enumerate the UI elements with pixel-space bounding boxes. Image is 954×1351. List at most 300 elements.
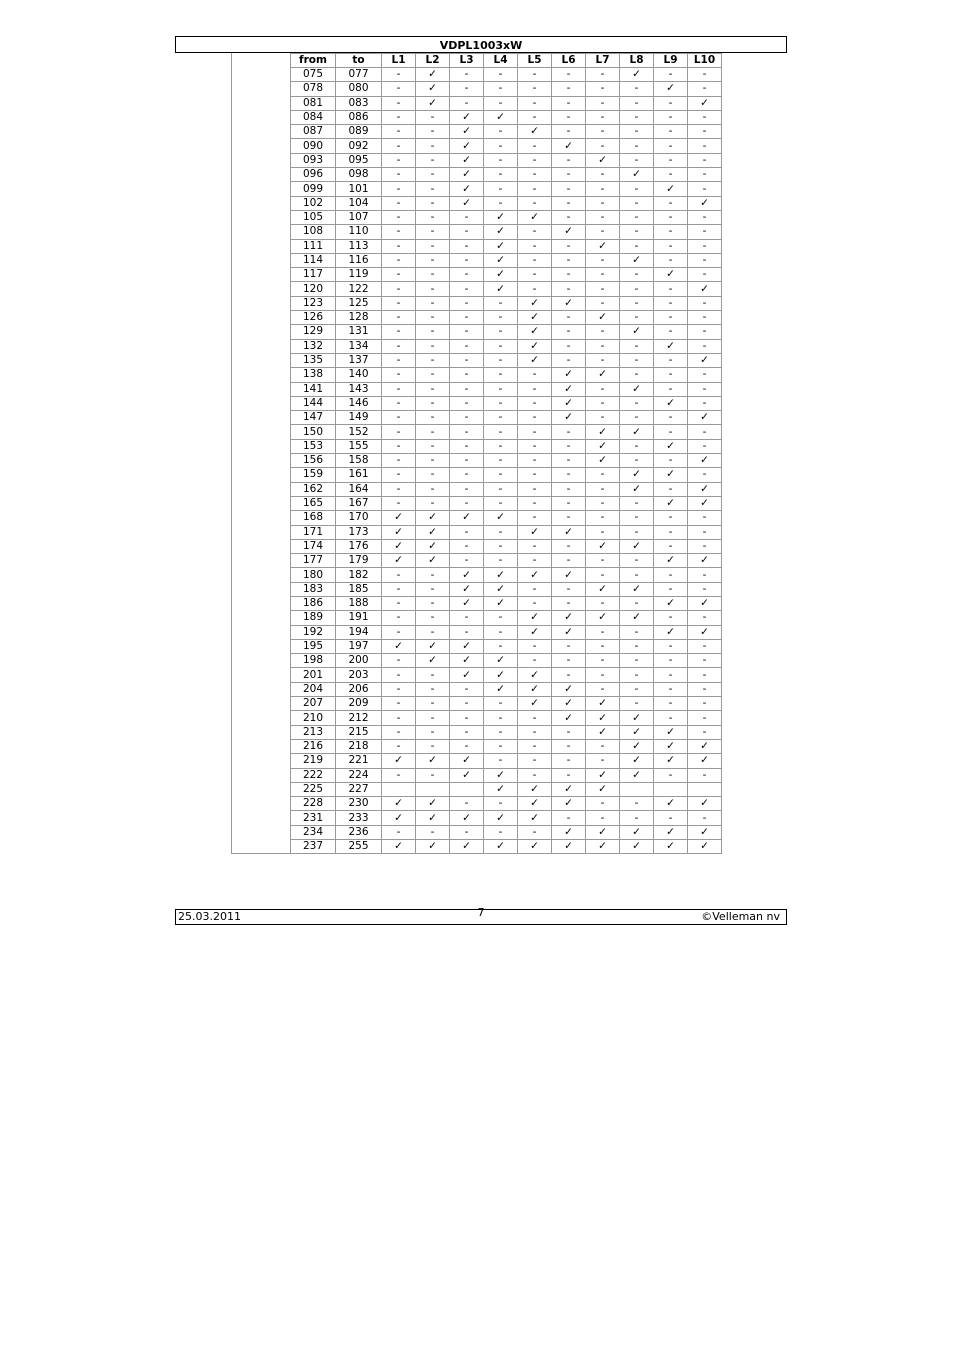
table-cell-l8: - (620, 525, 654, 539)
table-cell-l3: ✓ (450, 196, 484, 210)
table-cell-l5: ✓ (518, 525, 552, 539)
table-cell-l10 (688, 782, 722, 796)
table-cell-l10: ✓ (688, 739, 722, 753)
table-cell-from: 123 (291, 296, 336, 310)
table-cell-l6: - (552, 511, 586, 525)
table-row (291, 168, 722, 182)
table-cell-l6: - (552, 82, 586, 96)
table-cell-l8: ✓ (620, 382, 654, 396)
table-cell-l5: ✓ (518, 782, 552, 796)
table-cell-to: 194 (336, 625, 382, 639)
table-cell-l9: - (654, 454, 688, 468)
table-cell-l6: - (552, 439, 586, 453)
table-cell-l2: - (416, 239, 450, 253)
table-cell-l1: - (382, 697, 416, 711)
table-cell-to: 203 (336, 668, 382, 682)
table-cell-l2 (416, 782, 450, 796)
table-cell-l2: - (416, 139, 450, 153)
table-cell-l3: - (450, 210, 484, 224)
table-cell-l6: - (552, 739, 586, 753)
table-cell-l6: - (552, 482, 586, 496)
table-cell-l8: ✓ (620, 611, 654, 625)
table-cell-l4: - (484, 411, 518, 425)
table-cell-l9: ✓ (654, 268, 688, 282)
table-cell-l6: - (552, 311, 586, 325)
table-cell-l4: ✓ (484, 782, 518, 796)
table-cell-l2: - (416, 482, 450, 496)
table-cell-from: 189 (291, 611, 336, 625)
table-cell-l8: - (620, 153, 654, 167)
table-cell-l6: - (552, 168, 586, 182)
table-row (291, 82, 722, 96)
table-cell-l8: - (620, 225, 654, 239)
table-cell-l7: - (586, 325, 620, 339)
table-cell-l1: - (382, 182, 416, 196)
table-cell-l5: - (518, 239, 552, 253)
table-row (291, 782, 722, 796)
table-cell-l2: - (416, 168, 450, 182)
table-cell-l6: - (552, 268, 586, 282)
table-cell-l2: ✓ (416, 811, 450, 825)
column-header-l2: L2 (416, 54, 450, 68)
table-cell-l7: ✓ (586, 611, 620, 625)
table-cell-from: 111 (291, 239, 336, 253)
table-cell-l1: - (382, 725, 416, 739)
table-cell-l7: ✓ (586, 697, 620, 711)
table-cell-l1: - (382, 68, 416, 82)
table-cell-l10: - (688, 682, 722, 696)
table-cell-l7: - (586, 396, 620, 410)
table-cell-l10: - (688, 296, 722, 310)
table-cell-l9: - (654, 325, 688, 339)
table-cell-from: 195 (291, 639, 336, 653)
table-cell-to: 215 (336, 725, 382, 739)
table-cell-l10: - (688, 339, 722, 353)
table-cell-l3: - (450, 554, 484, 568)
table-row (291, 697, 722, 711)
table-cell-l7: - (586, 353, 620, 367)
table-cell-l1: - (382, 396, 416, 410)
table-cell-l5: - (518, 439, 552, 453)
table-cell-l7: - (586, 68, 620, 82)
table-cell-l1: - (382, 625, 416, 639)
table-cell-from: 180 (291, 568, 336, 582)
table-cell-l3: ✓ (450, 139, 484, 153)
table-cell-l2: - (416, 568, 450, 582)
table-cell-l1: - (382, 139, 416, 153)
table-cell-l3: - (450, 739, 484, 753)
table-cell-l10: - (688, 439, 722, 453)
table-cell-to: 200 (336, 654, 382, 668)
table-cell-l7: - (586, 668, 620, 682)
table-cell-l7: ✓ (586, 153, 620, 167)
table-cell-l4: ✓ (484, 239, 518, 253)
table-cell-l7: - (586, 339, 620, 353)
table-cell-l5: - (518, 168, 552, 182)
table-cell-l5: ✓ (518, 125, 552, 139)
document-footer (175, 906, 787, 925)
table-cell-from: 084 (291, 110, 336, 124)
table-header-row (291, 54, 722, 68)
table-row (291, 568, 722, 582)
table-cell-l8: - (620, 296, 654, 310)
table-cell-from: 108 (291, 225, 336, 239)
table-cell-l4: - (484, 182, 518, 196)
table-cell-l8: - (620, 411, 654, 425)
table-cell-l8: - (620, 568, 654, 582)
table-cell-l8: - (620, 182, 654, 196)
table-cell-l5: - (518, 282, 552, 296)
table-cell-l3: - (450, 68, 484, 82)
table-cell-l4: - (484, 353, 518, 367)
table-cell-l9: - (654, 139, 688, 153)
table-cell-l9: - (654, 239, 688, 253)
table-cell-l9: ✓ (654, 754, 688, 768)
table-cell-to: 161 (336, 468, 382, 482)
table-cell-l4: - (484, 496, 518, 510)
table-cell-from: 075 (291, 68, 336, 82)
table-cell-l10: - (688, 668, 722, 682)
table-cell-l1: ✓ (382, 554, 416, 568)
table-cell-l5: - (518, 654, 552, 668)
table-cell-l2: ✓ (416, 654, 450, 668)
table-cell-l5: ✓ (518, 311, 552, 325)
table-cell-l8: - (620, 282, 654, 296)
table-cell-l3: - (450, 825, 484, 839)
table-cell-to: 206 (336, 682, 382, 696)
table-cell-l2: ✓ (416, 797, 450, 811)
table-cell-l1: - (382, 654, 416, 668)
table-cell-l5: ✓ (518, 697, 552, 711)
table-cell-from: 147 (291, 411, 336, 425)
table-cell-l4: - (484, 125, 518, 139)
table-cell-from: 141 (291, 382, 336, 396)
table-cell-to: 092 (336, 139, 382, 153)
table-cell-to: 086 (336, 110, 382, 124)
table-cell-l5: - (518, 68, 552, 82)
table-cell-l6: - (552, 125, 586, 139)
table-row (291, 639, 722, 653)
table-cell-l2: - (416, 296, 450, 310)
table-cell-l5: - (518, 482, 552, 496)
table-cell-from: 132 (291, 339, 336, 353)
table-row (291, 611, 722, 625)
table-cell-l5: - (518, 153, 552, 167)
table-cell-l10: - (688, 382, 722, 396)
table-cell-l10: - (688, 582, 722, 596)
table-cell-l3: ✓ (450, 511, 484, 525)
table-cell-l2: - (416, 668, 450, 682)
table-cell-l5: - (518, 554, 552, 568)
table-cell-from: 096 (291, 168, 336, 182)
table-cell-l6: ✓ (552, 382, 586, 396)
table-cell-to: 152 (336, 425, 382, 439)
table-cell-l2: - (416, 311, 450, 325)
table-cell-l6: - (552, 339, 586, 353)
column-header-to: to (336, 54, 382, 68)
table-cell-l7: ✓ (586, 825, 620, 839)
table-cell-l2: - (416, 496, 450, 510)
table-cell-l4: ✓ (484, 511, 518, 525)
table-cell-l8: - (620, 554, 654, 568)
table-cell-l6: ✓ (552, 711, 586, 725)
table-cell-l9: - (654, 568, 688, 582)
table-row (291, 468, 722, 482)
table-cell-l2: - (416, 425, 450, 439)
table-cell-from: 213 (291, 725, 336, 739)
table-cell-l7: ✓ (586, 539, 620, 553)
table-cell-to: 095 (336, 153, 382, 167)
table-cell-l8: - (620, 125, 654, 139)
table-cell-from: 120 (291, 282, 336, 296)
table-cell-l3: - (450, 325, 484, 339)
table-cell-l9: ✓ (654, 739, 688, 753)
table-cell-l5: - (518, 96, 552, 110)
table-cell-l2: - (416, 682, 450, 696)
table-cell-to: 212 (336, 711, 382, 725)
table-cell-l3: - (450, 339, 484, 353)
table-cell-from: 174 (291, 539, 336, 553)
table-cell-l3: ✓ (450, 568, 484, 582)
table-cell-to: 197 (336, 639, 382, 653)
table-cell-l6: - (552, 539, 586, 553)
table-cell-from: 099 (291, 182, 336, 196)
table-cell-l9: - (654, 539, 688, 553)
table-cell-l3: - (450, 697, 484, 711)
table-cell-l7: - (586, 96, 620, 110)
table-cell-l2: ✓ (416, 68, 450, 82)
table-cell-l8: ✓ (620, 425, 654, 439)
table-cell-l5: ✓ (518, 811, 552, 825)
table-cell-l7: - (586, 654, 620, 668)
table-cell-l8: - (620, 496, 654, 510)
table-cell-l8: - (620, 596, 654, 610)
table-cell-to: 101 (336, 182, 382, 196)
table-cell-l9: ✓ (654, 396, 688, 410)
table-cell-from: 219 (291, 754, 336, 768)
table-cell-l8: - (620, 353, 654, 367)
table-cell-to: 137 (336, 353, 382, 367)
table-cell-l4: - (484, 96, 518, 110)
table-cell-l10: - (688, 311, 722, 325)
table-cell-l2: - (416, 210, 450, 224)
table-cell-l8: ✓ (620, 840, 654, 854)
table-cell-l2: - (416, 468, 450, 482)
table-cell-to: 131 (336, 325, 382, 339)
table-cell-l10: ✓ (688, 496, 722, 510)
table-cell-l9: ✓ (654, 725, 688, 739)
table-cell-l8 (620, 782, 654, 796)
table-cell-from: 204 (291, 682, 336, 696)
table-cell-l2: - (416, 396, 450, 410)
table-row (291, 68, 722, 82)
table-cell-l5: ✓ (518, 296, 552, 310)
table-cell-l8: - (620, 82, 654, 96)
table-cell-to: 113 (336, 239, 382, 253)
table-cell-l1: - (382, 239, 416, 253)
table-cell-l3: - (450, 496, 484, 510)
table-cell-l10: - (688, 725, 722, 739)
table-cell-l1: - (382, 596, 416, 610)
table-cell-l10: - (688, 654, 722, 668)
table-cell-to: 188 (336, 596, 382, 610)
column-header-l4: L4 (484, 54, 518, 68)
table-row (291, 754, 722, 768)
table-cell-l7: - (586, 554, 620, 568)
table-cell-l1: - (382, 482, 416, 496)
table-cell-l5: ✓ (518, 625, 552, 639)
table-cell-l1: - (382, 739, 416, 753)
table-cell-l4: - (484, 711, 518, 725)
table-cell-to: 140 (336, 368, 382, 382)
table-cell-l10: - (688, 253, 722, 267)
table-cell-l3: - (450, 625, 484, 639)
table-cell-l5: - (518, 253, 552, 267)
table-cell-l5: - (518, 268, 552, 282)
table-cell-l6: - (552, 425, 586, 439)
table-cell-to: 173 (336, 525, 382, 539)
table-cell-l8: ✓ (620, 325, 654, 339)
table-cell-l10: - (688, 239, 722, 253)
table-cell-l6: - (552, 754, 586, 768)
table-cell-l3: - (450, 368, 484, 382)
table-cell-to: 107 (336, 210, 382, 224)
table-cell-to: 128 (336, 311, 382, 325)
table-cell-l1: - (382, 682, 416, 696)
table-cell-l7: - (586, 411, 620, 425)
table-cell-from: 105 (291, 210, 336, 224)
table-row (291, 339, 722, 353)
table-cell-l6: - (552, 68, 586, 82)
table-cell-l6: - (552, 210, 586, 224)
table-row (291, 282, 722, 296)
table-cell-l3: - (450, 268, 484, 282)
table-cell-l3: - (450, 96, 484, 110)
table-cell-l7: - (586, 110, 620, 124)
table-cell-l2: - (416, 268, 450, 282)
table-cell-to: 182 (336, 568, 382, 582)
table-cell-l3: - (450, 711, 484, 725)
table-cell-l6: - (552, 496, 586, 510)
table-row (291, 496, 722, 510)
table-cell-l6: - (552, 325, 586, 339)
table-cell-l4: - (484, 482, 518, 496)
table-cell-to: 233 (336, 811, 382, 825)
table-left-margin-column (231, 53, 291, 854)
table-cell-l9: ✓ (654, 439, 688, 453)
table-cell-l8: - (620, 311, 654, 325)
table-cell-l5: - (518, 454, 552, 468)
table-cell-l3: - (450, 396, 484, 410)
table-cell-l1: - (382, 711, 416, 725)
table-cell-to: 221 (336, 754, 382, 768)
table-cell-l2: - (416, 625, 450, 639)
table-cell-l3: ✓ (450, 582, 484, 596)
table-cell-l9: - (654, 382, 688, 396)
table-cell-l2: - (416, 725, 450, 739)
table-cell-l7: - (586, 196, 620, 210)
table-cell-l9: - (654, 611, 688, 625)
table-cell-to: 080 (336, 82, 382, 96)
table-cell-l3 (450, 782, 484, 796)
table-cell-from: 087 (291, 125, 336, 139)
table-cell-l2: ✓ (416, 754, 450, 768)
table-cell-l3: - (450, 82, 484, 96)
table-cell-l3: - (450, 539, 484, 553)
table-cell-l2: - (416, 353, 450, 367)
table-cell-l10: - (688, 711, 722, 725)
table-cell-l6: ✓ (552, 797, 586, 811)
table-cell-l3: ✓ (450, 153, 484, 167)
table-cell-l5: ✓ (518, 568, 552, 582)
table-cell-from: 117 (291, 268, 336, 282)
table-cell-l3: - (450, 382, 484, 396)
table-row (291, 210, 722, 224)
table-cell-from: 186 (291, 596, 336, 610)
table-cell-l6: ✓ (552, 682, 586, 696)
table-cell-l9: - (654, 811, 688, 825)
table-cell-l8: - (620, 139, 654, 153)
table-cell-l7: - (586, 282, 620, 296)
table-cell-from: 144 (291, 396, 336, 410)
table-cell-to: 083 (336, 96, 382, 110)
table-row (291, 253, 722, 267)
table-cell-l1: - (382, 225, 416, 239)
table-cell-l5: ✓ (518, 668, 552, 682)
table-cell-l8: - (620, 797, 654, 811)
table-cell-l1: - (382, 439, 416, 453)
table-cell-l8: - (620, 339, 654, 353)
table-cell-l1: - (382, 582, 416, 596)
table-cell-l10: ✓ (688, 353, 722, 367)
channel-mapping-table (290, 53, 722, 854)
table-cell-l9: ✓ (654, 797, 688, 811)
table-cell-l3: - (450, 611, 484, 625)
table-cell-l10: ✓ (688, 411, 722, 425)
table-cell-l9: - (654, 68, 688, 82)
table-cell-from: 210 (291, 711, 336, 725)
table-cell-l5: - (518, 468, 552, 482)
table-cell-l10: - (688, 139, 722, 153)
table-cell-l7: - (586, 125, 620, 139)
table-cell-l1: - (382, 311, 416, 325)
table-cell-l10: - (688, 611, 722, 625)
table-cell-l5: ✓ (518, 210, 552, 224)
table-cell-l7: - (586, 82, 620, 96)
table-cell-l5: - (518, 539, 552, 553)
table-cell-l10: - (688, 811, 722, 825)
table-cell-l4: - (484, 139, 518, 153)
table-cell-l10: - (688, 153, 722, 167)
table-cell-l9: - (654, 482, 688, 496)
table-cell-l9: - (654, 668, 688, 682)
table-cell-l3: ✓ (450, 182, 484, 196)
column-header-l10: L10 (688, 54, 722, 68)
table-cell-l7: ✓ (586, 239, 620, 253)
table-cell-l6: - (552, 554, 586, 568)
table-cell-l1: ✓ (382, 525, 416, 539)
table-cell-l2: - (416, 697, 450, 711)
table-cell-l5: - (518, 639, 552, 653)
table-cell-l5: - (518, 110, 552, 124)
table-cell-from: 225 (291, 782, 336, 796)
table-cell-l10: ✓ (688, 840, 722, 854)
table-cell-l7: - (586, 682, 620, 696)
table-cell-l10: - (688, 225, 722, 239)
table-cell-l1: - (382, 668, 416, 682)
table-cell-l10: - (688, 82, 722, 96)
table-cell-l8: ✓ (620, 754, 654, 768)
